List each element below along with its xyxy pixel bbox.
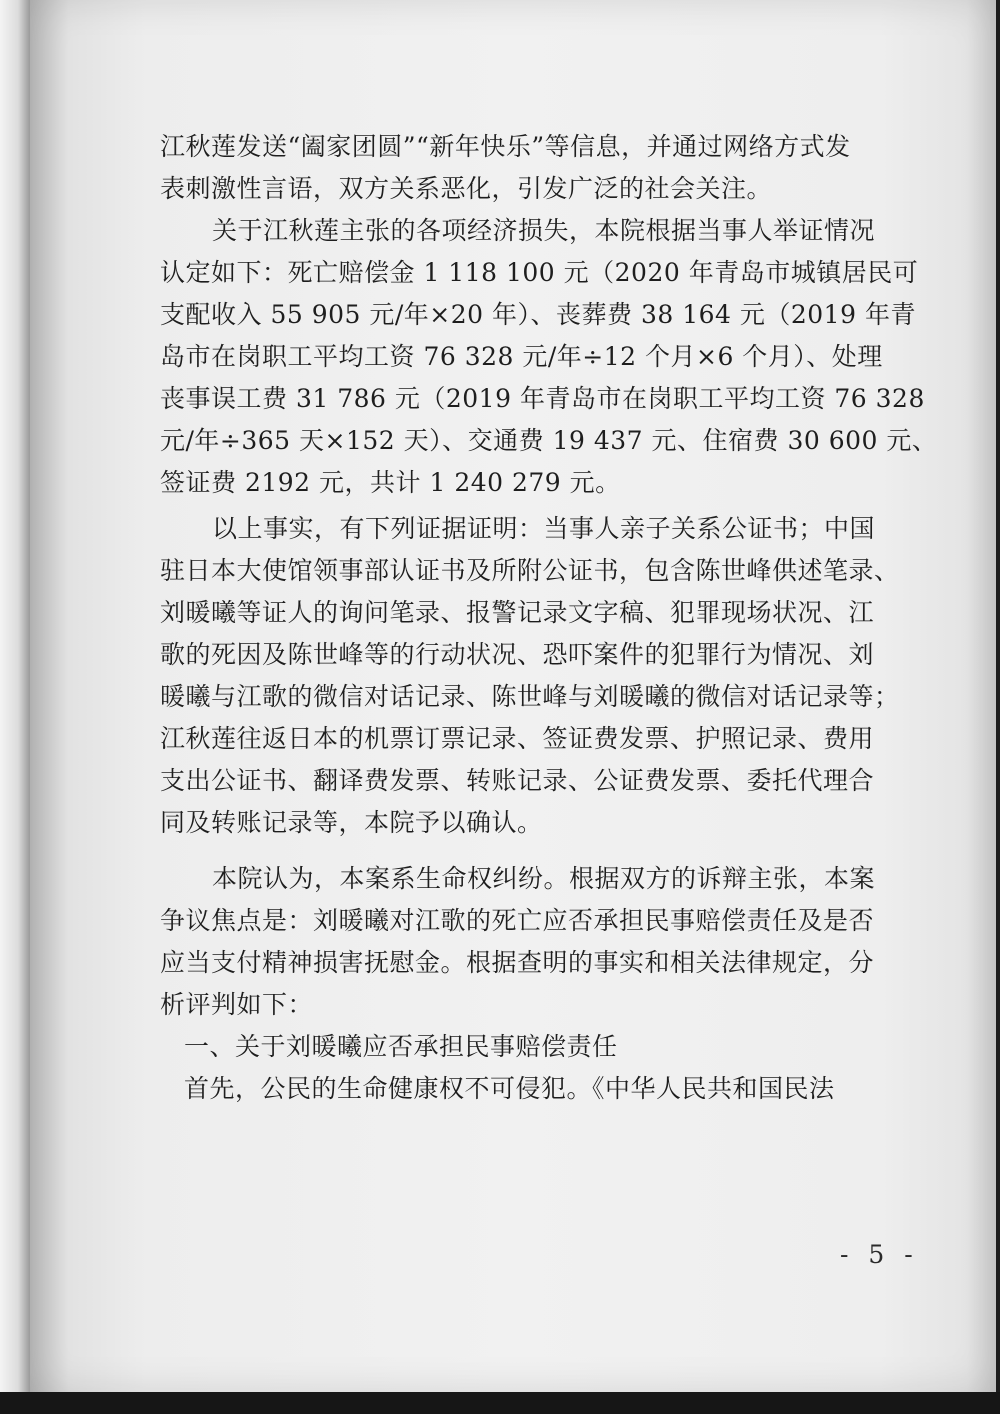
text-line: 以上事实，有下列证据证明：当事人亲子关系公证书；中国 <box>212 514 876 543</box>
text-line: 同及转账记录等，本院予以确认。 <box>160 808 543 837</box>
text-line: 本院认为，本案系生命权纠纷。根据双方的诉辩主张，本案 <box>212 864 876 893</box>
document-body <box>160 126 938 1110</box>
text-line: 签证费 2192 元，共计 1 240 279 元。 <box>160 468 621 497</box>
text-line: 元/年÷365 天×152 天）、交通费 19 437 元、住宿费 30 600 元、 <box>160 426 938 455</box>
text-line: 支配收入 55 905 元/年×20 年）、丧葬费 38 164 元（2019 年青 <box>160 300 916 329</box>
text-line: 江秋莲往返日本的机票订票记录、签证费发票、护照记录、费用 <box>160 724 875 753</box>
text-line: 应当支付精神损害抚慰金。根据查明的事实和相关法律规定，分 <box>160 948 875 977</box>
paper-left-edge <box>0 0 30 1414</box>
text-line: 析评判如下： <box>160 990 314 1019</box>
text-line: 争议焦点是：刘暖曦对江歌的死亡应否承担民事赔偿责任及是否 <box>160 906 875 935</box>
text-line: 驻日本大使馆领事部认证书及所附公证书，包含陈世峰供述笔录、 <box>160 556 900 585</box>
paragraph-evidence <box>160 508 900 844</box>
text-line: 暖曦与江歌的微信对话记录、陈世峰与刘暖曦的微信对话记录等； <box>160 682 900 711</box>
text-line: 歌的死因及陈世峰等的行动状况、恐吓案件的犯罪行为情况、刘 <box>160 640 875 669</box>
paragraph-economic-losses <box>160 210 938 504</box>
paragraph-continuation <box>160 126 900 210</box>
text-line: 关于江秋莲主张的各项经济损失，本院根据当事人举证情况 <box>212 216 876 245</box>
text-line: 首先，公民的生命健康权不可侵犯。《中华人民共和国民法 <box>184 1074 835 1103</box>
text-line: 岛市在岗职工平均工资 76 328 元/年÷12 个月×6 个月）、处理 <box>160 342 883 371</box>
text-line: 刘暖曦等证人的询问笔录、报警记录文字稿、犯罪现场状况、江 <box>160 598 875 627</box>
paragraph-court-opinion <box>160 858 900 1026</box>
paragraph-first-point <box>160 1068 900 1110</box>
text-line: 支出公证书、翻译费发票、转账记录、公证费发票、委托代理合 <box>160 766 875 795</box>
scan-bottom-border <box>0 1392 1000 1414</box>
text-line: 丧事误工费 31 786 元（2019 年青岛市在岗职工平均工资 76 328 <box>160 384 925 413</box>
text-line: 认定如下：死亡赔偿金 1 118 100 元（2020 年青岛市城镇居民可 <box>160 258 919 287</box>
section-heading: 一、关于刘暖曦应否承担民事赔偿责任 <box>184 1032 618 1061</box>
page-number: - 5 - <box>840 1240 919 1269</box>
text-line: 表刺激性言语，双方关系恶化，引发广泛的社会关注。 <box>160 174 773 203</box>
text-line: 江秋莲发送“阖家团圆”“新年快乐”等信息，并通过网络方式发 <box>160 132 851 161</box>
